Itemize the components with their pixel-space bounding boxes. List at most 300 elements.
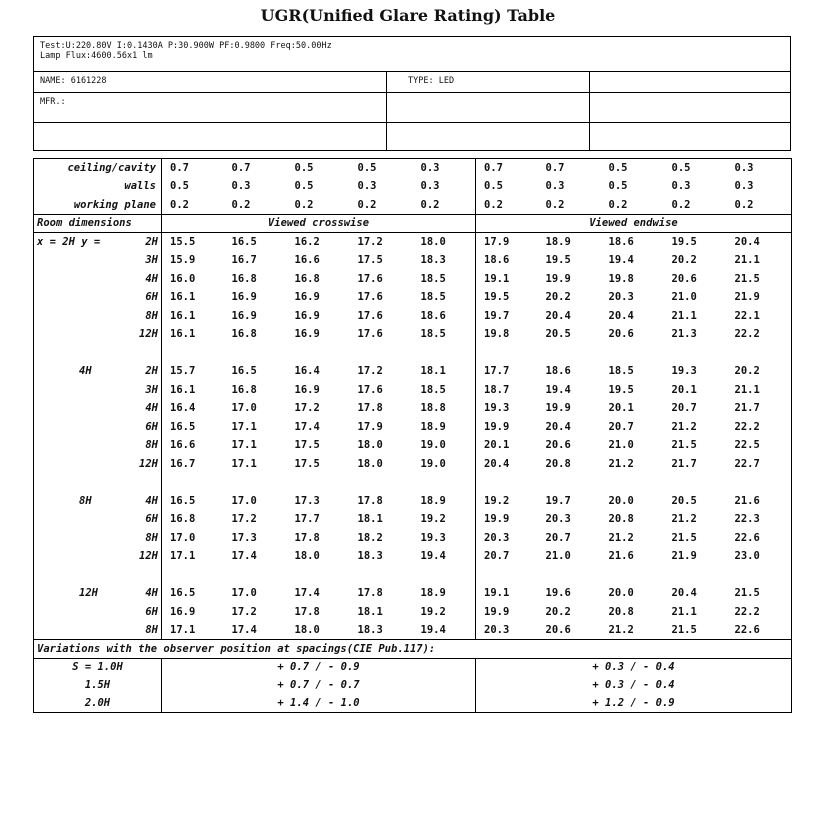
y-dimension: 8H	[145, 309, 158, 322]
x-dimension: 4H	[79, 365, 92, 378]
ugr-value: 17.7	[294, 513, 320, 526]
spacer-cell	[413, 473, 476, 492]
working-plane-label: working plane	[73, 198, 156, 211]
ugr-value: 18.6	[420, 309, 446, 322]
ugr-value: 20.7	[608, 420, 634, 433]
ugr-value: 0.5	[294, 162, 314, 174]
ugr-value: 17.6	[357, 291, 383, 304]
y-dimension: 12H	[139, 457, 158, 470]
ugr-value: 18.5	[420, 328, 446, 341]
ugr-value: 19.9	[545, 402, 571, 415]
ugr-value: 0.3	[734, 162, 754, 174]
table-row	[34, 325, 792, 344]
room-dim-cell	[34, 418, 162, 437]
spacer-cell	[538, 566, 601, 585]
ugr-value: 0.3	[357, 180, 377, 193]
table-row	[34, 381, 792, 400]
room-dim-cell	[34, 399, 162, 418]
ugr-value: 21.9	[734, 291, 760, 304]
y-dimension: 8H	[145, 439, 158, 452]
ugr-value: 21.2	[671, 420, 697, 433]
ugr-value: 18.5	[608, 365, 634, 378]
spacer-cell	[601, 566, 664, 585]
header-row-name	[34, 71, 790, 92]
ugr-value: 21.5	[671, 531, 697, 544]
room-dim-cell	[34, 584, 162, 603]
x-dimension: x = 2H y =	[37, 236, 101, 248]
y-dimension: 3H	[145, 383, 158, 396]
ugr-value: 19.5	[476, 288, 538, 307]
ugr-value: 16.8	[231, 272, 257, 285]
ugr-value: 21.1	[734, 254, 760, 267]
ugr-value: 19.8	[608, 272, 634, 285]
ugr-value: 19.9	[545, 272, 571, 285]
ugr-value: 17.0	[231, 402, 257, 415]
ugr-value: 17.4	[231, 550, 257, 563]
ugr-value: 16.8	[231, 383, 257, 396]
room-dim-cell	[34, 510, 162, 529]
ugr-value: 19.4	[545, 383, 571, 396]
test-line: Test:U:220.80V I:0.1430A P:30.900W PF:0.9800 Freq:50.00Hz	[40, 41, 332, 51]
spacer-cell	[727, 344, 792, 363]
ugr-value: 20.4	[476, 455, 538, 474]
ugr-value: 0.7	[476, 159, 538, 178]
spacer-cell	[34, 344, 162, 363]
ugr-value: 0.2	[357, 198, 377, 211]
ugr-value: 20.3	[545, 513, 571, 526]
ugr-value: 21.5	[734, 587, 760, 600]
ugr-value: 18.5	[420, 291, 446, 304]
ugr-value: 18.5	[420, 383, 446, 396]
ugr-value: 18.3	[357, 624, 383, 636]
spacer-cell	[601, 473, 664, 492]
ugr-value: 0.2	[545, 198, 565, 211]
y-dimension: 6H	[145, 420, 158, 433]
table-row	[34, 584, 792, 603]
spacer-cell	[287, 566, 350, 585]
ugr-value: 0.2	[162, 196, 224, 215]
x-dimension: 8H	[79, 494, 92, 507]
ugr-value: 22.6	[734, 624, 760, 636]
ugr-value: 16.5	[162, 584, 224, 603]
table-row	[34, 529, 792, 548]
table-row	[34, 455, 792, 474]
ugr-value: 17.5	[294, 439, 320, 452]
ugr-value: 19.4	[608, 254, 634, 267]
ugr-value: 18.3	[420, 254, 446, 267]
room-dim-cell	[34, 307, 162, 326]
spacer-row	[34, 566, 792, 585]
x-dimension: 12H	[79, 587, 98, 600]
room-dimensions-label: Room dimensions	[34, 214, 162, 233]
ugr-value: 20.3	[476, 529, 538, 548]
crosswise-variation: + 0.7 / - 0.7	[162, 676, 476, 694]
ugr-value: 17.0	[231, 494, 257, 507]
ugr-value: 20.1	[671, 383, 697, 396]
ugr-value: 17.6	[357, 328, 383, 341]
crosswise-variation: + 1.4 / - 1.0	[162, 694, 476, 712]
ugr-value: 18.0	[294, 550, 320, 563]
ugr-value: 17.9	[476, 233, 538, 252]
flux-line: Lamp Flux:4600.56x1 lm	[40, 51, 153, 61]
spacer-cell	[727, 473, 792, 492]
spacer-row	[34, 473, 792, 492]
ugr-value: 0.2	[420, 198, 440, 211]
ugr-value: 19.5	[545, 254, 571, 267]
ugr-value: 17.2	[357, 365, 383, 378]
ugr-value: 17.5	[294, 457, 320, 470]
table-row	[34, 399, 792, 418]
ugr-value: 16.4	[294, 365, 320, 378]
ugr-value: 21.6	[608, 550, 634, 563]
spacer-cell	[162, 473, 224, 492]
spacer-cell	[727, 566, 792, 585]
ugr-value: 19.5	[671, 236, 697, 248]
ugr-value: 16.8	[162, 510, 224, 529]
ugr-value: 18.0	[294, 624, 320, 636]
walls-label: walls	[124, 180, 156, 193]
ugr-value: 19.1	[476, 584, 538, 603]
ugr-value: 16.1	[162, 381, 224, 400]
spacer-cell	[34, 473, 162, 492]
ugr-value: 20.4	[545, 309, 571, 322]
ugr-value: 20.1	[608, 402, 634, 415]
y-dimension: 6H	[145, 291, 158, 304]
spacer-cell	[287, 473, 350, 492]
ugr-value: 0.5	[294, 180, 314, 193]
ugr-value: 19.3	[671, 365, 697, 378]
ugr-value: 17.2	[357, 236, 383, 248]
table-row	[34, 621, 792, 640]
ugr-value: 20.6	[545, 439, 571, 452]
ugr-value: 0.2	[734, 198, 754, 211]
ugr-value: 21.1	[671, 309, 697, 322]
room-dim-cell	[34, 381, 162, 400]
ugr-value: 18.6	[608, 236, 634, 248]
ugr-value: 0.5	[608, 162, 628, 174]
variation-row	[34, 658, 792, 676]
ugr-value: 15.5	[162, 233, 224, 252]
ugr-value: 21.2	[671, 513, 697, 526]
test-info	[40, 41, 332, 61]
ugr-value: 19.0	[420, 457, 446, 470]
ugr-value: 0.5	[162, 177, 224, 196]
ugr-value: 17.2	[231, 513, 257, 526]
ugr-value: 22.7	[734, 457, 760, 470]
table-row	[34, 270, 792, 289]
ugr-value: 22.6	[734, 531, 760, 544]
ugr-value: 21.1	[671, 605, 697, 618]
ugr-value: 0.7	[231, 162, 251, 174]
y-dimension: 8H	[145, 531, 158, 544]
ugr-value: 17.7	[476, 362, 538, 381]
viewed-endwise-label: Viewed endwise	[476, 214, 792, 233]
ugr-value: 20.2	[545, 605, 571, 618]
ugr-value: 21.5	[734, 272, 760, 285]
y-dimension: 3H	[145, 254, 158, 267]
ugr-value: 16.0	[162, 270, 224, 289]
ugr-value: 21.5	[671, 624, 697, 636]
spacer-cell	[162, 566, 224, 585]
ugr-value: 0.3	[734, 180, 754, 193]
y-dimension: 2H	[145, 365, 158, 378]
ugr-value: 15.7	[162, 362, 224, 381]
ugr-value: 19.6	[545, 587, 571, 600]
y-dimension: 4H	[145, 272, 158, 285]
ugr-value: 16.8	[231, 328, 257, 341]
ugr-value: 20.6	[545, 624, 571, 636]
y-dimension: 8H	[145, 624, 158, 636]
ugr-value: 17.8	[357, 402, 383, 415]
ugr-value: 20.3	[476, 621, 538, 640]
spacer-cell	[413, 344, 476, 363]
crosswise-variation: + 0.7 / - 0.9	[162, 658, 476, 676]
ugr-value: 18.9	[420, 420, 446, 433]
ugr-value: 17.2	[294, 402, 320, 415]
room-dim-cell	[34, 251, 162, 270]
ugr-value: 23.0	[734, 550, 760, 563]
ugr-value: 0.3	[545, 180, 565, 193]
ugr-value: 0.2	[671, 198, 691, 211]
ugr-value: 20.4	[608, 309, 634, 322]
spacer-cell	[287, 344, 350, 363]
ugr-value: 16.7	[162, 455, 224, 474]
ugr-value: 21.0	[545, 550, 571, 563]
name-field: NAME: 6161228	[40, 76, 107, 86]
room-dim-cell	[34, 455, 162, 474]
ugr-value: 20.0	[608, 494, 634, 507]
ugr-value: 20.0	[608, 587, 634, 600]
ugr-value: 16.1	[162, 307, 224, 326]
view-header-row	[34, 214, 792, 233]
table-row	[34, 307, 792, 326]
y-dimension: 12H	[139, 550, 158, 563]
table-row	[34, 492, 792, 511]
ugr-value: 21.1	[734, 383, 760, 396]
spacer-cell	[162, 344, 224, 363]
ugr-value: 20.8	[608, 513, 634, 526]
spacer-cell	[664, 566, 727, 585]
ugr-value: 18.1	[357, 513, 383, 526]
ugr-value: 20.5	[545, 328, 571, 341]
ugr-value: 19.0	[420, 439, 446, 452]
ugr-value: 0.2	[608, 198, 628, 211]
param-row-ceiling	[34, 159, 792, 178]
ugr-value: 21.0	[608, 439, 634, 452]
ugr-value: 20.4	[671, 587, 697, 600]
variation-row	[34, 694, 792, 712]
spacer-cell	[601, 344, 664, 363]
header-row-mfr	[34, 92, 790, 122]
ugr-value: 16.5	[162, 418, 224, 437]
ugr-value: 20.4	[545, 420, 571, 433]
spacer-cell	[413, 566, 476, 585]
y-dimension: 6H	[145, 513, 158, 526]
ugr-value: 16.1	[162, 325, 224, 344]
ugr-value: 20.1	[476, 436, 538, 455]
ugr-value: 0.2	[231, 198, 251, 211]
spacing-label: S = 1.0H	[34, 658, 162, 676]
ugr-value: 16.6	[294, 254, 320, 267]
table-row	[34, 436, 792, 455]
spacer-row	[34, 344, 792, 363]
ugr-value: 21.5	[671, 439, 697, 452]
ugr-value: 17.1	[162, 621, 224, 640]
header-block	[33, 36, 791, 151]
y-dimension: 2H	[145, 236, 158, 248]
ugr-value: 19.9	[476, 603, 538, 622]
viewed-crosswise-label: Viewed crosswise	[162, 214, 476, 233]
ugr-value: 0.5	[357, 162, 377, 174]
ugr-value: 17.6	[357, 309, 383, 322]
room-dim-cell	[34, 325, 162, 344]
ugr-value: 18.6	[545, 365, 571, 378]
table-row	[34, 251, 792, 270]
spacer-cell	[538, 344, 601, 363]
spacer-cell	[224, 473, 287, 492]
y-dimension: 6H	[145, 605, 158, 618]
ugr-value: 18.5	[420, 272, 446, 285]
ugr-value: 18.2	[357, 531, 383, 544]
ugr-value: 22.3	[734, 513, 760, 526]
ugr-value: 0.7	[545, 162, 565, 174]
ugr-value: 20.8	[608, 605, 634, 618]
ugr-value: 21.7	[671, 457, 697, 470]
ugr-value: 0.2	[476, 196, 538, 215]
ugr-value: 20.5	[671, 494, 697, 507]
ugr-value: 0.5	[476, 177, 538, 196]
ugr-value: 19.5	[608, 383, 634, 396]
ugr-value: 21.7	[734, 402, 760, 415]
ugr-value: 17.1	[231, 439, 257, 452]
ugr-value: 20.4	[734, 236, 760, 248]
spacer-cell	[476, 566, 538, 585]
ugr-value: 20.7	[671, 402, 697, 415]
room-dim-cell	[34, 547, 162, 566]
ugr-value: 0.3	[231, 180, 251, 193]
y-dimension: 4H	[145, 587, 158, 600]
ugr-value: 16.5	[231, 365, 257, 378]
type-field: TYPE: LED	[408, 76, 455, 86]
room-dim-cell	[34, 436, 162, 455]
spacer-cell	[476, 473, 538, 492]
ugr-value: 21.2	[608, 531, 634, 544]
ugr-value: 22.2	[734, 328, 760, 341]
y-dimension: 4H	[145, 494, 158, 507]
ugr-value: 16.9	[294, 309, 320, 322]
ugr-value: 18.8	[420, 402, 446, 415]
ugr-value: 19.8	[476, 325, 538, 344]
room-dim-cell	[34, 362, 162, 381]
ugr-value: 0.5	[608, 180, 628, 193]
variations-label: Variations with the observer position at spacings(CIE Pub.117):	[34, 640, 792, 659]
ugr-value: 20.2	[671, 254, 697, 267]
ugr-value: 17.1	[231, 420, 257, 433]
ugr-value: 16.8	[294, 272, 320, 285]
table-row	[34, 233, 792, 252]
ugr-value: 17.4	[294, 420, 320, 433]
ugr-value: 17.5	[357, 254, 383, 267]
ugr-value: 21.2	[608, 624, 634, 636]
ugr-value: 21.9	[671, 550, 697, 563]
ugr-value: 18.1	[357, 605, 383, 618]
room-dim-cell	[34, 270, 162, 289]
header-row-blank	[34, 122, 790, 151]
ugr-value: 22.5	[734, 439, 760, 452]
endwise-variation: + 0.3 / - 0.4	[476, 676, 792, 694]
ugr-value: 16.7	[231, 254, 257, 267]
room-dim-cell	[34, 621, 162, 640]
ugr-value: 21.2	[608, 457, 634, 470]
ugr-value: 20.6	[671, 272, 697, 285]
ugr-value: 17.4	[294, 587, 320, 600]
ugr-value: 16.4	[162, 399, 224, 418]
spacer-cell	[538, 473, 601, 492]
spacer-cell	[350, 473, 413, 492]
ugr-value: 17.4	[231, 624, 257, 636]
ugr-value: 19.7	[476, 307, 538, 326]
ugr-value: 16.9	[231, 309, 257, 322]
table-row	[34, 418, 792, 437]
ugr-value: 20.2	[734, 365, 760, 378]
ugr-value: 16.9	[294, 291, 320, 304]
room-dim-cell	[34, 233, 162, 252]
param-row-walls	[34, 177, 792, 196]
ugr-value: 20.2	[545, 291, 571, 304]
ugr-value: 20.3	[608, 291, 634, 304]
ugr-value: 18.0	[357, 439, 383, 452]
ugr-value: 17.8	[357, 587, 383, 600]
ugr-value: 20.6	[608, 328, 634, 341]
spacer-cell	[476, 344, 538, 363]
ugr-value: 18.1	[420, 365, 446, 378]
endwise-variation: + 0.3 / - 0.4	[476, 658, 792, 676]
ugr-value: 0.3	[420, 162, 440, 174]
table-row	[34, 603, 792, 622]
ceiling-label: ceiling/cavity	[67, 162, 156, 174]
mfr-field: MFR.:	[40, 97, 66, 107]
variations-header-row	[34, 640, 792, 659]
ugr-value: 0.7	[162, 159, 224, 178]
ugr-value: 17.3	[294, 494, 320, 507]
ugr-value: 17.8	[294, 531, 320, 544]
table-row	[34, 547, 792, 566]
ugr-value: 18.9	[545, 236, 571, 248]
ugr-value: 19.7	[545, 494, 571, 507]
ugr-value: 19.2	[476, 492, 538, 511]
table-row	[34, 362, 792, 381]
ugr-value: 18.9	[420, 587, 446, 600]
ugr-value: 0.3	[671, 180, 691, 193]
y-dimension: 12H	[139, 328, 158, 341]
ugr-value: 21.6	[734, 494, 760, 507]
ugr-value: 16.1	[162, 288, 224, 307]
ugr-value: 16.9	[162, 603, 224, 622]
ugr-value: 19.4	[420, 624, 446, 636]
ugr-table	[33, 158, 792, 713]
ugr-value: 19.9	[476, 418, 538, 437]
y-dimension: 4H	[145, 402, 158, 415]
ugr-value: 17.2	[231, 605, 257, 618]
spacer-cell	[664, 473, 727, 492]
ugr-value: 18.9	[420, 494, 446, 507]
ugr-value: 19.1	[476, 270, 538, 289]
ugr-value: 22.2	[734, 420, 760, 433]
ugr-value: 16.9	[294, 328, 320, 341]
ugr-value: 16.5	[231, 236, 257, 248]
ugr-value: 19.9	[476, 510, 538, 529]
ugr-value: 19.2	[420, 605, 446, 618]
